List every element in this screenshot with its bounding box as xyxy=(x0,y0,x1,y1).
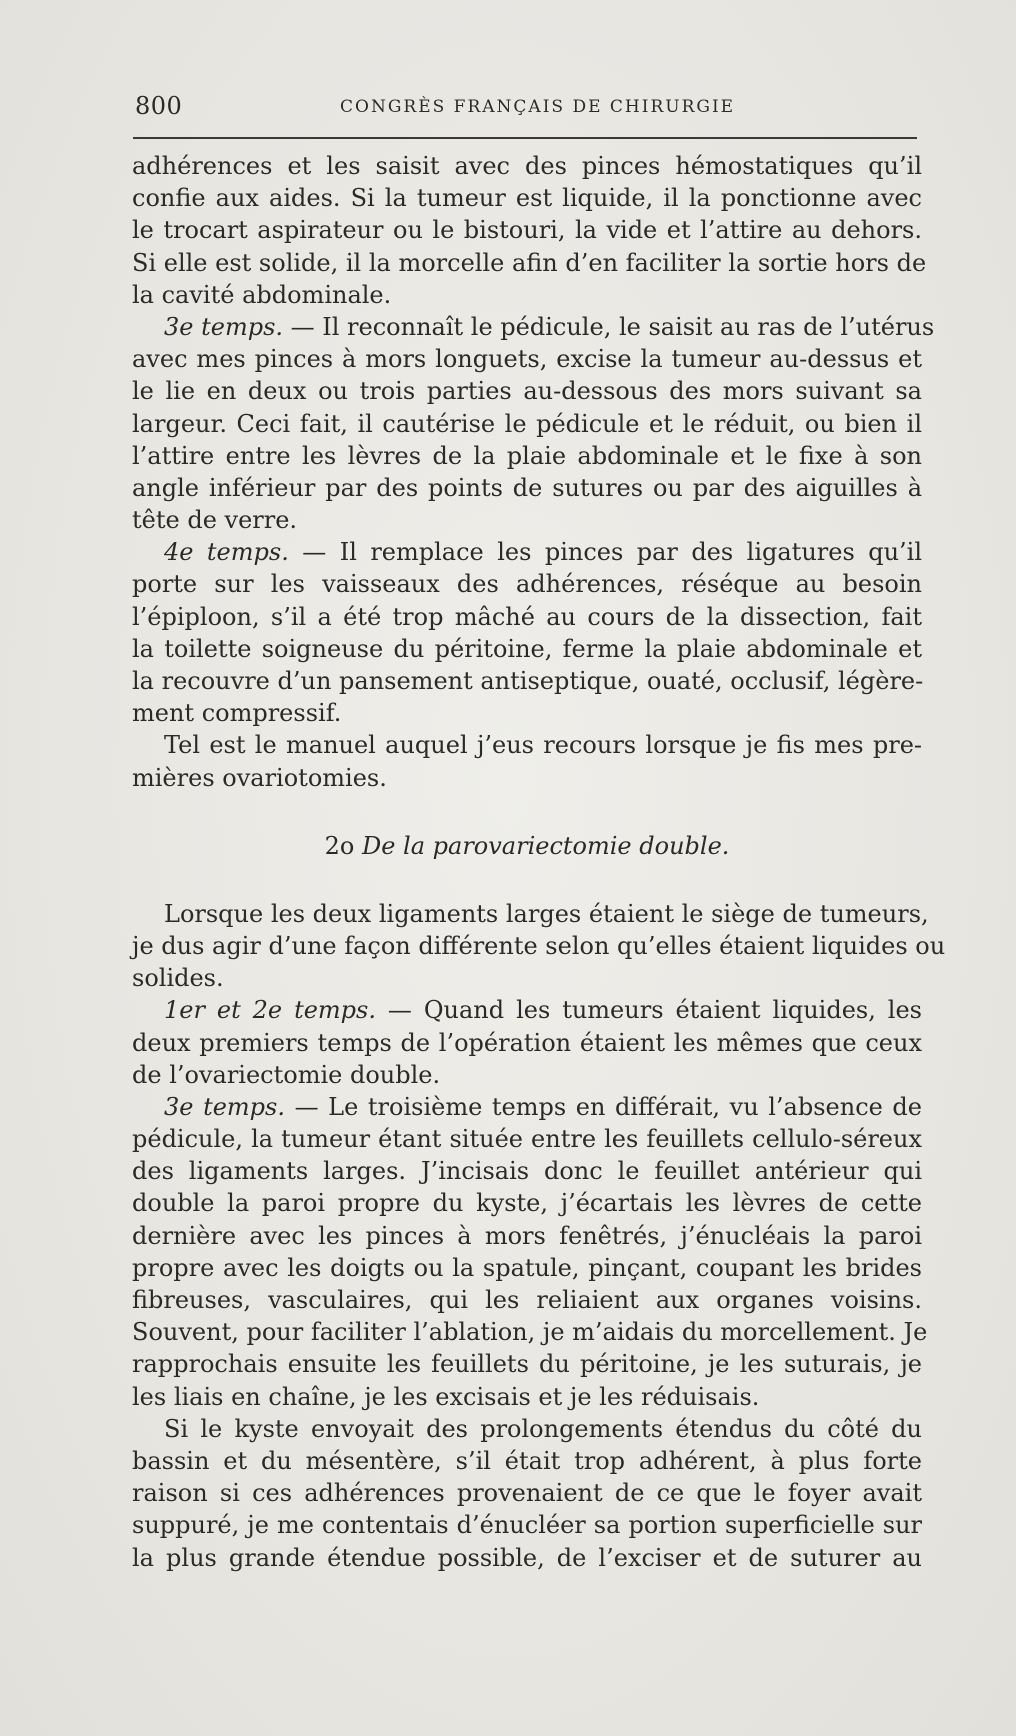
page-number: 800 xyxy=(135,92,183,120)
text-line: dernière avec les pinces à mors fenêtrés, j’énucléais la paroi xyxy=(132,1221,922,1250)
body-text xyxy=(132,150,946,1574)
step-label: 4e temps. xyxy=(164,538,289,567)
text-line: l’épiploon, s’il a été trop mâché au cours de la dissection, fait xyxy=(132,602,922,631)
paragraph-summary xyxy=(132,729,922,793)
text-line: confie aux aides. Si la tumeur est liquide, il la ponctionne avec xyxy=(132,184,922,213)
text-line: la recouvre d’un pansement antiseptique, ouaté, occlusif, légère- xyxy=(132,667,924,695)
text-line: deux premiers temps de l’opération étaient les mêmes que ceux xyxy=(132,1028,922,1057)
running-head: CONGRÈS FRANÇAIS DE CHIRURGIE xyxy=(340,97,736,117)
section-heading xyxy=(132,830,922,862)
text-line: rapprochais ensuite les feuillets du péritoine, je les suturais, je xyxy=(132,1350,922,1379)
text-line: fibreuses, vasculaires, qui les reliaient aux organes voisins. xyxy=(132,1286,922,1314)
text-line: double la paroi propre du kyste, j’écartais les lèvres de cette xyxy=(132,1189,922,1218)
paragraph-first-second-steps xyxy=(132,994,922,1091)
step-label: 1er et 2e temps. xyxy=(164,996,376,1025)
text-line: tête de verre. xyxy=(132,506,298,535)
text-line: le lie en deux ou trois parties au-dessous des mors suivant sa xyxy=(132,377,922,406)
text-line: adhérences et les saisit avec des pinces hémostatiques qu’il xyxy=(132,152,922,180)
page-header xyxy=(135,92,915,122)
paragraph-continuation xyxy=(132,150,927,311)
text-span: — Il reconnaît le pédicule, le saisit au ras de l’utérus xyxy=(283,312,935,341)
paragraph-fourth-step xyxy=(132,536,922,729)
text-line: angle inférieur par des points de sutures ou par des aiguilles à xyxy=(132,473,922,502)
text-line: la cavité abdominale. xyxy=(132,280,392,309)
text-span: — Quand les tumeurs étaient liquides, les xyxy=(376,996,923,1025)
paragraph-third-step xyxy=(132,311,935,536)
section-number: 2o xyxy=(324,831,355,860)
header-rule xyxy=(133,137,917,139)
text-line: porte sur les vaisseaux des adhérences, réséque au besoin xyxy=(132,570,922,599)
text-line: ment compressif. xyxy=(132,699,342,728)
text-line: Si le kyste envoyait des prolongements étendus du côté du xyxy=(164,1414,922,1443)
step-label: 3e temps. xyxy=(164,312,284,341)
spacer xyxy=(132,794,922,830)
text-line: les liais en chaîne, je les excisais et je les réduisais. xyxy=(132,1382,760,1411)
text-line: l’attire entre les lèvres de la plaie abdominale et le fixe à son xyxy=(132,441,922,470)
text-line: bassin et du mésentère, s’il était trop adhérent, à plus forte xyxy=(132,1446,922,1475)
text-line: pédicule, la tumeur étant située entre les feuillets cellulo-séreux xyxy=(132,1125,922,1154)
text-line: avec mes pinces à mors longuets, excise la tumeur au-dessus et xyxy=(132,345,922,374)
text-line: la plus grande étendue possible, de l’exciser et de suturer au xyxy=(132,1543,922,1572)
text-line: Lorsque les deux ligaments larges étaient le siège de tumeurs, xyxy=(164,899,929,928)
text-line: raison si ces adhérences provenaient de ce que le foyer avait xyxy=(132,1479,922,1508)
text-line: Tel est le manuel auquel j’eus recours lorsque je fis mes pre- xyxy=(164,731,922,760)
text-span: — Il remplace les pinces par des ligatures qu’il xyxy=(288,538,923,567)
text-line: de l’ovariectomie double. xyxy=(132,1060,441,1089)
paragraph-cyst xyxy=(132,1413,922,1574)
text-line xyxy=(132,536,922,568)
text-line: Souvent, pour faciliter l’ablation, je m’aidais du morcellement. Je xyxy=(132,1318,928,1347)
text-line: la toilette soigneuse du péritoine, ferme la plaie abdominale et xyxy=(132,634,922,663)
text-line: des ligaments larges. J’incisais donc le feuillet antérieur qui xyxy=(132,1157,922,1186)
text-line: propre avec les doigts ou la spatule, pinçant, coupant les brides xyxy=(132,1253,922,1282)
paragraph-intro xyxy=(132,898,946,995)
text-line: largeur. Ceci fait, il cautérise le pédicule et le réduit, ou bien il xyxy=(132,409,922,438)
text-line: le trocart aspirateur ou le bistouri, la vide et l’attire au dehors. xyxy=(132,216,922,245)
text-line: Si elle est solide, il la morcelle afin d’en faciliter la sortie hors de xyxy=(132,248,927,277)
text-line: mières ovariotomies. xyxy=(132,763,387,792)
text-line: solides. xyxy=(132,964,224,993)
text-line xyxy=(132,994,922,1026)
step-label: 3e temps. xyxy=(164,1092,285,1121)
paragraph-third-step-b xyxy=(132,1091,928,1413)
text-line xyxy=(132,311,935,343)
text-line: suppuré, je me contentais d’énucléer sa portion superficielle sur xyxy=(132,1511,922,1540)
section-title: De la parovariectomie double. xyxy=(361,831,730,860)
text-span: — Le troisième temps en différait, vu l’absence de xyxy=(284,1092,922,1121)
text-line xyxy=(132,1091,922,1123)
text-line: je dus agir d’une façon différente selon qu’elles étaient liquides ou xyxy=(132,931,946,960)
